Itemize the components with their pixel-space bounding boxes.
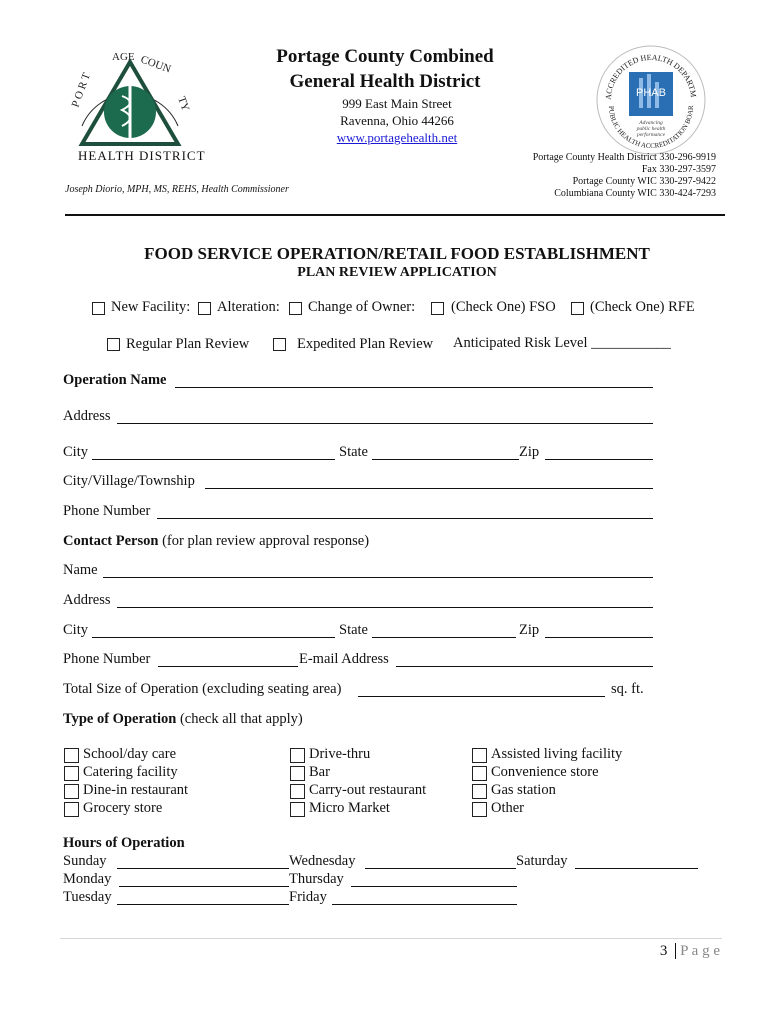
regular-review-checkbox[interactable]	[107, 338, 120, 351]
hours-monday-field[interactable]	[119, 886, 289, 887]
type-gas-label: Gas station	[491, 782, 556, 798]
type-bar-checkbox[interactable]	[290, 766, 305, 781]
change-owner-checkbox[interactable]	[289, 302, 302, 315]
hours-wednesday-field[interactable]	[365, 868, 516, 869]
type-other-checkbox[interactable]	[472, 802, 487, 817]
type-dinein-label: Dine-in restaurant	[83, 782, 189, 798]
size-label: Total Size of Operation (excluding seating area)	[63, 681, 342, 697]
operation-township-field[interactable]	[205, 488, 653, 489]
type-drivethru-checkbox[interactable]	[290, 748, 305, 763]
type-heading-text: Type of Operation	[63, 711, 177, 727]
form-subtitle: PLAN REVIEW APPLICATION	[297, 265, 497, 280]
expedited-review-checkbox[interactable]	[273, 338, 286, 351]
size-field[interactable]	[358, 696, 605, 697]
type-carryout-label: Carry-out restaurant	[309, 782, 427, 798]
type-school-checkbox[interactable]	[64, 748, 79, 763]
header-divider	[65, 214, 725, 216]
risk-level-label[interactable]: Anticipated Risk Level ___________	[453, 335, 671, 351]
hours-saturday-field[interactable]	[575, 868, 698, 869]
contact-city-label: City	[63, 622, 88, 638]
hours-saturday-label: Saturday	[516, 853, 568, 869]
hours-sunday-field[interactable]	[117, 868, 289, 869]
svg-text:AGE: AGE	[112, 51, 135, 63]
contact-name-field[interactable]	[103, 577, 653, 578]
contact-phone-label: Phone Number	[63, 651, 151, 667]
operation-city-label: City	[63, 444, 88, 460]
operation-zip-field[interactable]	[545, 459, 653, 460]
contact-name-label: Name	[63, 562, 98, 578]
type-assisted-checkbox[interactable]	[472, 748, 487, 763]
page-number: 3	[659, 943, 668, 959]
contact-address-label: Address	[63, 592, 111, 608]
fso-checkbox[interactable]	[431, 302, 444, 315]
type-gas-checkbox[interactable]	[472, 784, 487, 799]
phab-logo	[595, 44, 707, 156]
type-catering-checkbox[interactable]	[64, 766, 79, 781]
operation-address-label: Address	[63, 408, 111, 424]
operation-address-field[interactable]	[117, 423, 653, 424]
operation-name-field[interactable]	[175, 387, 653, 388]
svg-text:ACCREDITED HEALTH DEPARTMENT: ACCREDITED HEALTH DEPARTM	[603, 52, 699, 101]
type-convenience-label: Convenience store	[491, 764, 599, 780]
alteration-label: Alteration:	[217, 299, 280, 315]
type-drivethru-label: Drive-thru	[309, 746, 371, 762]
type-grocery-checkbox[interactable]	[64, 802, 79, 817]
type-heading-note: (check all that apply)	[179, 711, 303, 727]
contact-fax: Fax 330-297-3597	[641, 164, 716, 175]
type-micromarket-checkbox[interactable]	[290, 802, 305, 817]
type-heading	[63, 711, 303, 728]
operation-state-label: State	[339, 444, 368, 460]
type-bar-label: Bar	[309, 764, 330, 780]
alteration-checkbox[interactable]	[198, 302, 211, 315]
contact-portage-wic: Portage County WIC 330-297-9422	[572, 176, 716, 187]
hours-friday-field[interactable]	[332, 904, 517, 905]
contact-address-field[interactable]	[117, 607, 653, 608]
operation-city-field[interactable]	[92, 459, 335, 460]
logo-health-district-text: HEALTH DISTRICT	[78, 148, 206, 163]
new-facility-label: New Facility:	[111, 299, 191, 315]
org-name-line2: General Health District	[289, 71, 481, 92]
contact-phone-field[interactable]	[158, 666, 298, 667]
rfe-checkbox[interactable]	[571, 302, 584, 315]
expedited-review-label: Expedited Plan Review	[297, 336, 434, 352]
svg-text:PHAB: PHAB	[636, 87, 666, 99]
type-micromarket-label: Micro Market	[309, 800, 390, 816]
form-title: FOOD SERVICE OPERATION/RETAIL FOOD ESTABLISHMENT	[144, 244, 650, 263]
contact-columbiana-wic: Columbiana County WIC 330-424-7293	[554, 188, 716, 199]
size-unit: sq. ft.	[611, 681, 644, 697]
rfe-label: (Check One) RFE	[590, 299, 695, 315]
contact-email-label: E-mail Address	[299, 651, 389, 667]
type-grocery-label: Grocery store	[83, 800, 163, 816]
page-label: P a g e	[680, 943, 720, 959]
type-other-label: Other	[491, 800, 525, 816]
hours-thursday-field[interactable]	[351, 886, 517, 887]
operation-township-label: City/Village/Township	[63, 473, 195, 489]
hours-tuesday-label: Tuesday	[63, 889, 112, 905]
svg-text:P O R T: P O R T	[70, 71, 94, 110]
operation-zip-label: Zip	[519, 444, 540, 460]
fso-label: (Check One) FSO	[451, 299, 556, 315]
page-footer	[660, 943, 720, 960]
svg-text:COUN: COUN	[138, 53, 173, 76]
contact-city-field[interactable]	[92, 637, 335, 638]
hours-friday-label: Friday	[289, 889, 327, 905]
type-carryout-checkbox[interactable]	[290, 784, 305, 799]
street-address: 999 East Main Street	[342, 96, 452, 111]
contact-heading-text: Contact Person	[63, 533, 159, 549]
operation-name-label: Operation Name	[63, 372, 167, 388]
contact-zip-label: Zip	[519, 622, 540, 638]
hours-wednesday-label: Wednesday	[289, 853, 356, 869]
contact-zip-field[interactable]	[545, 637, 653, 638]
svg-text:performance: performance	[636, 132, 666, 138]
health-commissioner: Joseph Diorio, MPH, MS, REHS, Health Commissioner	[65, 184, 289, 195]
org-name-line1: Portage County Combined	[276, 46, 494, 67]
regular-review-label: Regular Plan Review	[126, 336, 250, 352]
website-link[interactable]: www.portagehealth.net	[336, 130, 458, 145]
new-facility-checkbox[interactable]	[92, 302, 105, 315]
hours-tuesday-field[interactable]	[117, 904, 289, 905]
hours-thursday-label: Thursday	[289, 871, 344, 887]
hours-heading: Hours of Operation	[63, 835, 185, 851]
svg-text:public health: public health	[636, 126, 666, 132]
hours-monday-label: Monday	[63, 871, 112, 887]
city-state: Ravenna, Ohio 44266	[340, 113, 454, 128]
type-school-label: School/day care	[83, 746, 177, 762]
contact-heading-note: (for plan review approval response)	[162, 533, 370, 549]
svg-text:TY: TY	[175, 94, 190, 113]
type-catering-label: Catering facility	[83, 764, 178, 780]
hours-sunday-label: Sunday	[63, 853, 107, 869]
type-assisted-label: Assisted living facility	[491, 746, 623, 762]
type-dinein-checkbox[interactable]	[64, 784, 79, 799]
contact-email-field[interactable]	[396, 666, 653, 667]
page-separator	[675, 943, 676, 959]
footer-divider	[60, 938, 722, 939]
operation-phone-field[interactable]	[157, 518, 653, 519]
change-owner-label: Change of Owner:	[308, 299, 416, 315]
type-convenience-checkbox[interactable]	[472, 766, 487, 781]
contact-state-label: State	[339, 622, 368, 638]
contact-health-district: Portage County Health District 330-296-9919	[532, 152, 716, 163]
svg-text:PUBLIC HEALTH ACCREDITATION BO: PUBLIC HEALTH ACCREDITATION BOAR	[606, 105, 696, 151]
svg-text:Advancing: Advancing	[639, 120, 663, 126]
operation-state-field[interactable]	[372, 459, 519, 460]
contact-heading	[63, 533, 369, 550]
operation-phone-label: Phone Number	[63, 503, 151, 519]
contact-state-field[interactable]	[372, 637, 516, 638]
